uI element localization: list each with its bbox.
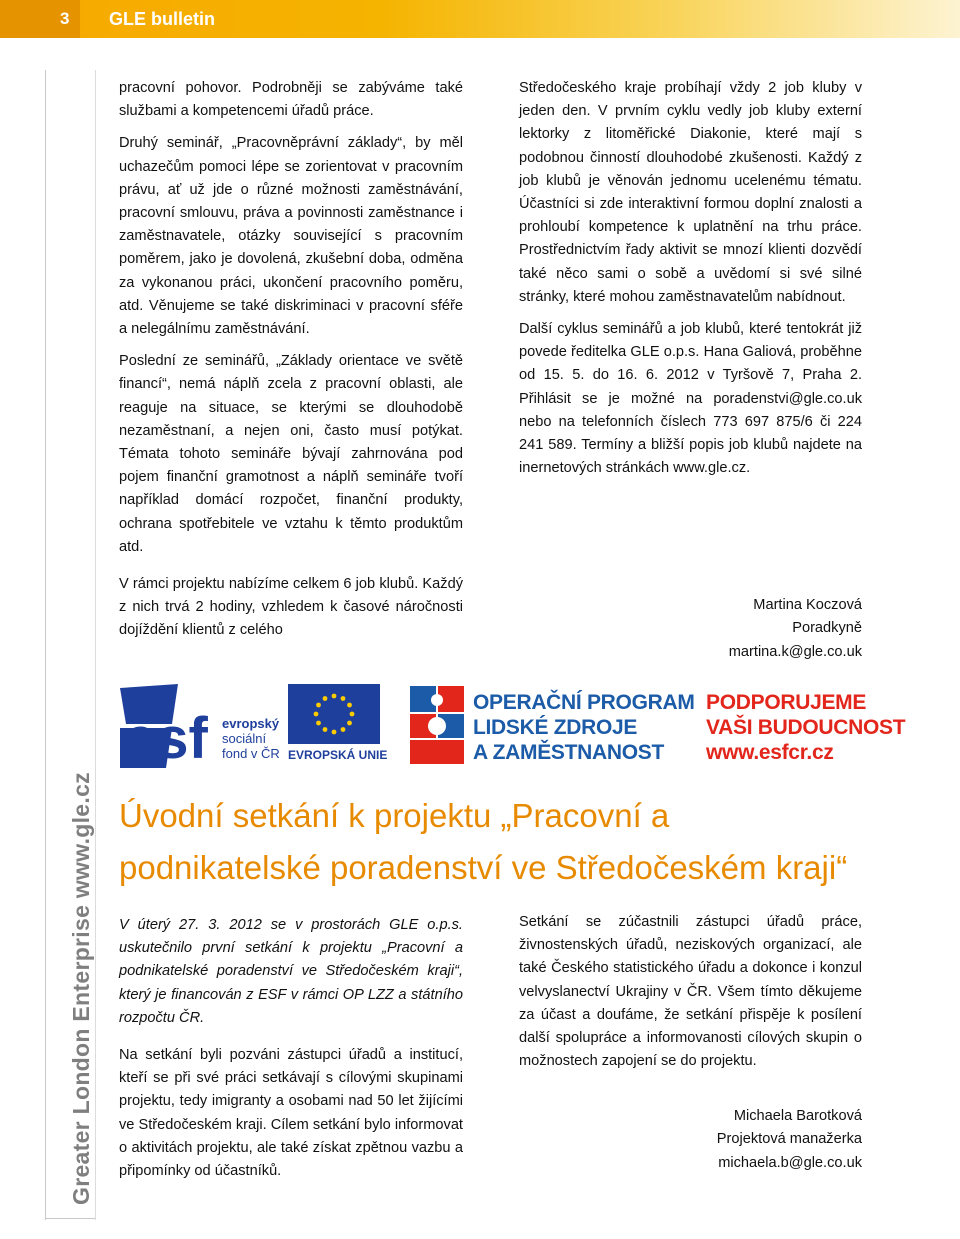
article-bottom-right	[519, 911, 862, 1082]
page-number-box	[0, 0, 80, 38]
page-number: 3	[60, 9, 70, 28]
esf-word: esf	[124, 706, 208, 768]
support-line-1: PODPORUJEME	[706, 691, 867, 714]
sidebar-border-bottom	[45, 1218, 95, 1219]
sidebar-border-left	[45, 70, 46, 1220]
paragraph: pracovní pohovor. Podrobněji se zabýváme také službami a kompetencemi úřadů práce.	[119, 80, 463, 120]
article-top-left	[119, 77, 463, 652]
sidebar-vertical-text: Greater London Enterprise www.gle.cz	[68, 772, 94, 1205]
op-line-2: LIDSKÉ ZDROJE	[473, 716, 638, 739]
paragraph: Středočeského kraje probíhají vždy 2 job kluby v jeden den. V prvním cyklu vedly job kluby externí lektorky z litoměřické Diakonie, které mají s podobnou činností dlouhodobé zkušenosti. Každý z job klubů je věnován jednomu ucelenému tématu. Účastníci si zde interaktivní formou doplní znalosti a prohloubí kompetence k uplatnění na trhu práce. Prostřednictvím řady aktivit se mnozí klienti dozvědí také něco sami o sobě a uvědomí si své silné stránky, které mohou zaměstnavatelům nabídnout.	[519, 80, 862, 305]
signature-role: Projektová manažerka	[716, 1131, 862, 1148]
signature-name: Martina Koczová	[753, 597, 862, 613]
article-headline: Úvodní setkání k projektu „Pracovní a podnikatelské poradenství ve Středočeském kraji“	[119, 797, 848, 886]
signature-role: Poradkyně	[792, 620, 862, 637]
bulletin-title: GLE bulletin	[109, 9, 215, 29]
eu-label: EVROPSKÁ UNIE	[288, 748, 388, 762]
op-logo-text	[473, 690, 695, 765]
signature-barotkova	[620, 1105, 862, 1175]
paragraph: Na setkání byli pozváni zástupci úřadů a institucí, kteří se při své práci setkávají s cílovými skupinami projektu, tedy imigranty a osobami nad 50 let žijícími ve Středočeském kraji. Cílem setkání bylo informovat o aktivitách projektu, ale také získat zpětnou vazbu a připomínky od účastníků.	[119, 1047, 463, 1180]
signature-email: michaela.b@gle.co.uk	[718, 1154, 862, 1171]
esf-line-3: fond v ČR	[222, 746, 280, 761]
esf-line-2: sociální	[222, 731, 267, 746]
paragraph: Druhý seminář, „Pracovněprávní základy“, by měl uchazečům pomoci lépe se zorientovat v pracovním právu, ať už jde o různé možnosti zaměstnávání, pracovní smlouvu, práva a povinnosti zaměstnance i zaměstnavatele, otázky související s pracovním poměrem, jako je dovolená, zkušební doba, odměna za vykonanou práci, ukončení pracovního poměru, atd. Věnujeme se také diskriminaci v pracovní sféře a nelegálnímu zaměstnávání.	[119, 135, 463, 338]
paragraph: Další cyklus seminářů a job klubů, které tentokrát již povede ředitelka GLE o.p.s. Hana Galiová, proběhne od 15. 5. do 16. 6. 2012 v Tyršově 7, Praha 2. Přihlásit se je možné na poradenstvi@gle.co.uk nebo na telefonních číslech 773 697 875/6 či 224 241 589. Termíny a bližší popis job klubů najdete na inernetových stránkách www.gle.cz.	[519, 321, 862, 477]
esf-line-1: evropský	[222, 716, 280, 731]
signature-email: martina.k@gle.co.uk	[728, 643, 862, 660]
article-bottom-left	[119, 914, 463, 1192]
signature-koczova	[620, 594, 862, 664]
esf-caption	[222, 716, 280, 761]
eu-flag-icon	[288, 684, 380, 744]
intro-paragraph: V úterý 27. 3. 2012 se v prostorách GLE o.p.s. uskutečnilo první setkání k projektu „Pracovní a podnikatelské poradenství ve Středočeském kraji“, který je financován z ESF v rámci OP LZZ a státního rozpočtu ČR.	[119, 917, 463, 1026]
support-url: www.esfcr.cz	[706, 741, 834, 764]
signature-name: Michaela Barotková	[733, 1108, 862, 1124]
sidebar-border-right	[95, 70, 96, 1220]
op-line-1: OPERAČNÍ PROGRAM	[473, 691, 695, 714]
eu-stars-icon	[288, 684, 380, 744]
paragraph: Setkání se zúčastnili zástupci úřadů práce, živnostenských úřadů, neziskových organizací, ale také Českého statistického úřadu a dokonce i konzul velvyslanectví Ukrajiny v ČR. Všem tímto děkujeme za účast a doufáme, že setkání přispěje k posílení další spolupráce a informovanosti cílových skupin o možnostech zapojení se do projektu.	[519, 914, 862, 1070]
paragraph: Poslední ze seminářů, „Základy orientace ve světě financí“, nemá náplň zcela z pracovní oblasti, ale reaguje na situace, se kterými se dlouhodobě nezaměstnaní, a nejen oni, často musí potýkat. Témata tohoto semináře bývají zahrnována pod pojem finanční gramotnost a náplň semináře tvoří například domácí rozpočet, finanční produkty, ochrana spotřebitele ve vztahu k těmto produktům atd.	[119, 353, 463, 555]
header-bar	[0, 0, 960, 38]
support-logo-text	[706, 690, 905, 765]
paragraph: V rámci projektu nabízíme celkem 6 job klubů. Každý z nich trvá 2 hodiny, vzhledem k časové náročnosti dojíždění klientů z celého	[119, 576, 463, 639]
article-top-right	[519, 77, 862, 489]
op-line-3: A ZAMĚSTNANOST	[473, 741, 665, 764]
support-line-2: VAŠI BUDOUCNOST	[706, 716, 906, 739]
